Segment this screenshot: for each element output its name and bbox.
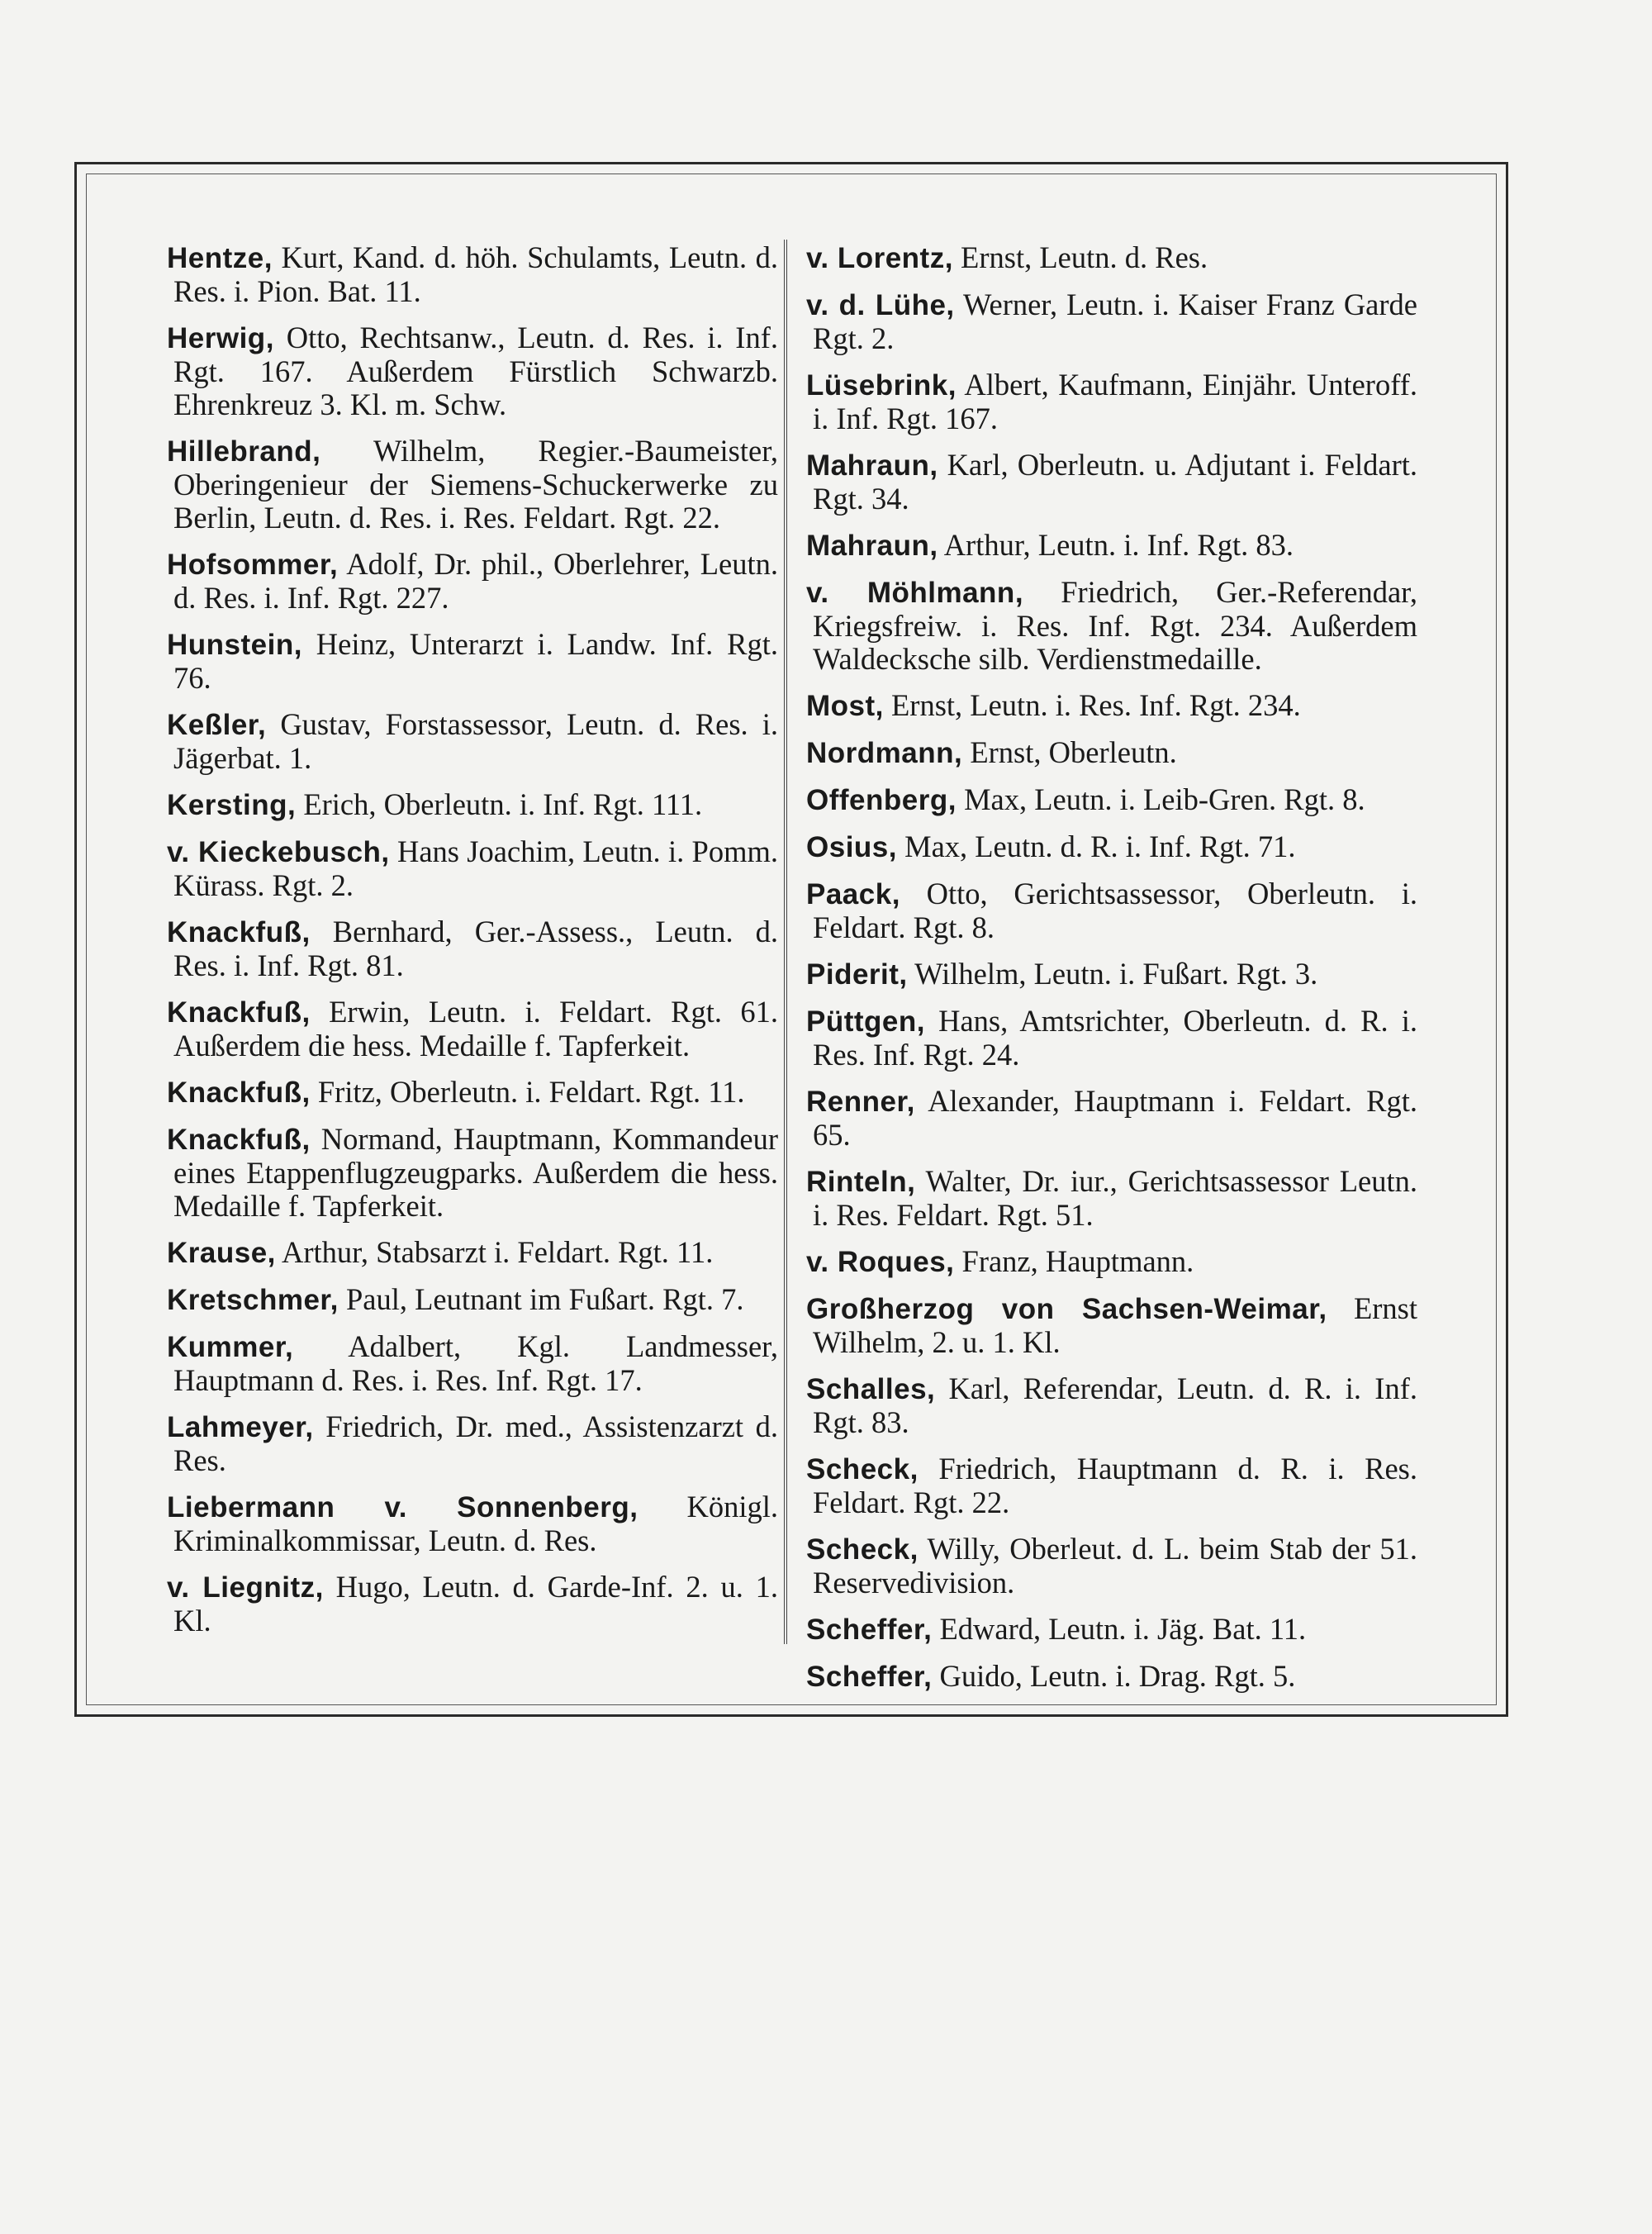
entry-details: Ernst, Leutn. i. Res. Inf. Rgt. 234. [891, 688, 1301, 722]
entry-details: Karl, Referendar, Leutn. d. R. i. Inf. Rgt. 83. [813, 1371, 1417, 1439]
list-entry [806, 529, 1417, 563]
entry-name: Lahmeyer, [167, 1411, 314, 1443]
entry-details: Friedrich, Hauptmann d. R. i. Res. Feldart. Rgt. 22. [813, 1452, 1417, 1519]
entry-name: Mahraun, [806, 449, 938, 482]
entry-details: Albert, Kaufmann, Einjähr. Unteroff. i. Inf. Rgt. 167. [813, 368, 1417, 435]
entry-name: Knackfuß, [167, 996, 311, 1029]
entry-name: Liebermann v. Sonnenberg, [167, 1491, 638, 1523]
entry-details: Wilhelm, Regier.-Baumeister, Oberingenieur der Siemens-Schuckerwerke zu Berlin, Leutn. d. Res. i. Res. Feldart. Rgt. 22. [173, 434, 779, 535]
entry-details: Adolf, Dr. phil., Oberlehrer, Leutn. d. Res. i. Inf. Rgt. 227. [173, 547, 778, 615]
entry-name: Großherzog von Sachsen-Weimar, [806, 1293, 1327, 1325]
entry-name: Most, [806, 690, 884, 722]
entry-details: Ernst, Leutn. d. Res. [961, 240, 1208, 274]
list-entry [806, 1245, 1417, 1279]
entry-name: Scheck, [806, 1533, 919, 1566]
entry-details: Franz, Hauptmann. [961, 1244, 1194, 1278]
entry-name: Püttgen, [806, 1005, 925, 1038]
entry-name: Rinteln, [806, 1166, 916, 1198]
list-entry [167, 1283, 778, 1317]
entry-details: Alexander, Hauptmann i. Feldart. Rgt. 65. [813, 1084, 1417, 1152]
entry-details: Ernst, Oberleutn. [970, 735, 1177, 769]
entry-details: Hans, Amtsrichter, Oberleutn. d. R. i. Res. Inf. Rgt. 24. [813, 1004, 1418, 1072]
entry-name: v. Roques, [806, 1246, 955, 1278]
list-entry [806, 1613, 1417, 1647]
entry-name: Osius, [806, 831, 897, 863]
list-entry [806, 576, 1417, 676]
entry-details: Normand, Hauptmann, Kommandeur eines Etappenflugzeugparks. Außerdem die hess. Medaille f. Tapferkeit. [173, 1122, 779, 1223]
entry-name: Piderit, [806, 958, 908, 991]
list-entry [806, 958, 1417, 991]
entry-details: Willy, Oberleut. d. L. beim Stab der 51. Reservedivision. [813, 1532, 1418, 1599]
entry-details: Arthur, Stabsarzt i. Feldart. Rgt. 11. [282, 1235, 714, 1269]
entry-name: Lüsebrink, [806, 369, 957, 402]
entry-name: Nordmann, [806, 737, 963, 769]
entry-name: Hunstein, [167, 629, 302, 661]
entry-name: v. Liegnitz, [167, 1571, 324, 1604]
entry-name: Knackfuß, [167, 1077, 311, 1109]
list-entry [167, 1571, 778, 1637]
list-entry [167, 835, 778, 902]
list-entry [806, 689, 1417, 723]
entry-details: Max, Leutn. i. Leib-Gren. Rgt. 8. [964, 782, 1365, 816]
entry-name: Kummer, [167, 1331, 294, 1363]
entry-name: v. Kieckebusch, [167, 836, 390, 868]
list-entry [806, 783, 1417, 817]
entry-name: Kretschmer, [167, 1284, 339, 1316]
entry-details: Paul, Leutnant im Fußart. Rgt. 7. [345, 1282, 744, 1316]
entry-name: Scheffer, [806, 1614, 933, 1646]
list-entry [167, 788, 778, 822]
entry-name: Mahraun, [806, 530, 938, 562]
entry-name: Kersting, [167, 789, 297, 821]
entry-name: Krause, [167, 1237, 276, 1269]
list-entry [806, 449, 1417, 516]
entry-details: Hans Joachim, Leutn. i. Pomm. Kürass. Rgt. 2. [173, 834, 778, 902]
list-entry [167, 435, 778, 535]
entry-name: Scheck, [806, 1453, 919, 1485]
entry-details: Otto, Rechtsanw., Leutn. d. Res. i. Inf. Rgt. 167. Außerdem Fürstlich Schwarzb. Ehrenkreuz 3. Kl. m. Schw. [173, 321, 778, 421]
list-entry [806, 288, 1417, 355]
list-entry [167, 1236, 778, 1270]
entry-name: Hofsommer, [167, 549, 339, 581]
list-entry [167, 1330, 778, 1397]
entry-details: Karl, Oberleutn. u. Adjutant i. Feldart. Rgt. 34. [813, 448, 1417, 516]
entry-details: Otto, Gerichtsassessor, Oberleutn. i. Feldart. Rgt. 8. [813, 877, 1418, 944]
entry-name: Keßler, [167, 709, 267, 741]
list-entry [806, 1005, 1417, 1072]
entry-details: Friedrich, Ger.-Referendar, Kriegsfreiw. i. Res. Inf. Rgt. 234. Außerdem Waldecksche silb. Verdienstmedaille. [813, 575, 1417, 676]
entry-details: Königl. Kriminalkommissar, Leutn. d. Res. [173, 1490, 778, 1557]
entry-details: Fritz, Oberleutn. i. Feldart. Rgt. 11. [317, 1075, 745, 1109]
list-entry [806, 368, 1417, 435]
entry-name: Knackfuß, [167, 1124, 311, 1156]
entry-details: Adalbert, Kgl. Landmesser, Hauptmann d. Res. i. Res. Inf. Rgt. 17. [173, 1329, 778, 1397]
entry-details: Erwin, Leutn. i. Feldart. Rgt. 61. Außerdem die hess. Medaille f. Tapferkeit. [173, 995, 778, 1062]
entry-details: Arthur, Leutn. i. Inf. Rgt. 83. [943, 528, 1294, 562]
list-entry [167, 241, 778, 308]
entry-details: Guido, Leutn. i. Drag. Rgt. 5. [939, 1659, 1296, 1693]
entry-details: Hugo, Leutn. d. Garde-Inf. 2. u. 1. Kl. [173, 1570, 778, 1637]
entry-name: Herwig, [167, 322, 274, 354]
left-column [167, 241, 778, 1651]
list-entry [167, 1076, 778, 1110]
entry-name: Scheffer, [806, 1661, 933, 1693]
column-divider [784, 240, 787, 1644]
list-entry [167, 628, 778, 695]
list-entry [167, 996, 778, 1062]
entry-details: Ernst Wilhelm, 2. u. 1. Kl. [813, 1291, 1417, 1359]
list-entry [806, 241, 1417, 275]
list-entry [167, 321, 778, 421]
list-entry [806, 1660, 1417, 1694]
right-column [806, 241, 1417, 1707]
entry-details: Friedrich, Dr. med., Assistenzarzt d. Res. [173, 1409, 778, 1477]
list-entry [806, 1452, 1417, 1519]
entry-name: Paack, [806, 878, 900, 910]
entry-details: Wilhelm, Leutn. i. Fußart. Rgt. 3. [914, 957, 1318, 991]
list-entry [806, 736, 1417, 770]
entry-details: Edward, Leutn. i. Jäg. Bat. 11. [939, 1612, 1307, 1646]
list-entry [806, 1533, 1417, 1599]
list-entry [806, 1292, 1417, 1359]
list-entry [167, 1410, 778, 1477]
entry-details: Bernhard, Ger.-Assess., Leutn. d. Res. i. Inf. Rgt. 81. [173, 915, 778, 982]
entry-details: Werner, Leutn. i. Kaiser Franz Garde Rgt. 2. [813, 288, 1417, 355]
entry-details: Gustav, Forstassessor, Leutn. d. Res. i. Jägerbat. 1. [173, 707, 779, 775]
entry-name: Renner, [806, 1086, 915, 1118]
list-entry [806, 1372, 1417, 1439]
entry-details: Walter, Dr. iur., Gerichtsassessor Leutn. i. Res. Feldart. Rgt. 51. [813, 1164, 1417, 1232]
list-entry [806, 1165, 1417, 1232]
list-entry [167, 915, 778, 982]
entry-details: Erich, Oberleutn. i. Inf. Rgt. 111. [303, 787, 703, 821]
list-entry [167, 1490, 778, 1557]
entry-details: Max, Leutn. d. R. i. Inf. Rgt. 71. [904, 829, 1296, 863]
entry-name: Offenberg, [806, 784, 957, 816]
entry-name: v. Möhlmann, [806, 577, 1024, 609]
list-entry [167, 548, 778, 615]
entry-name: Schalles, [806, 1373, 936, 1405]
entry-name: Hentze, [167, 242, 273, 274]
list-entry [806, 877, 1417, 944]
entry-details: Kurt, Kand. d. höh. Schulamts, Leutn. d. Res. i. Pion. Bat. 11. [173, 240, 778, 308]
list-entry [167, 708, 778, 775]
list-entry [167, 1123, 778, 1223]
list-entry [806, 830, 1417, 864]
entry-name: v. Lorentz, [806, 242, 953, 274]
entry-details: Heinz, Unterarzt i. Landw. Inf. Rgt. 76. [173, 627, 779, 695]
entry-name: v. d. Lühe, [806, 289, 955, 321]
entry-name: Knackfuß, [167, 916, 311, 948]
list-entry [806, 1085, 1417, 1152]
entry-name: Hillebrand, [167, 435, 321, 468]
